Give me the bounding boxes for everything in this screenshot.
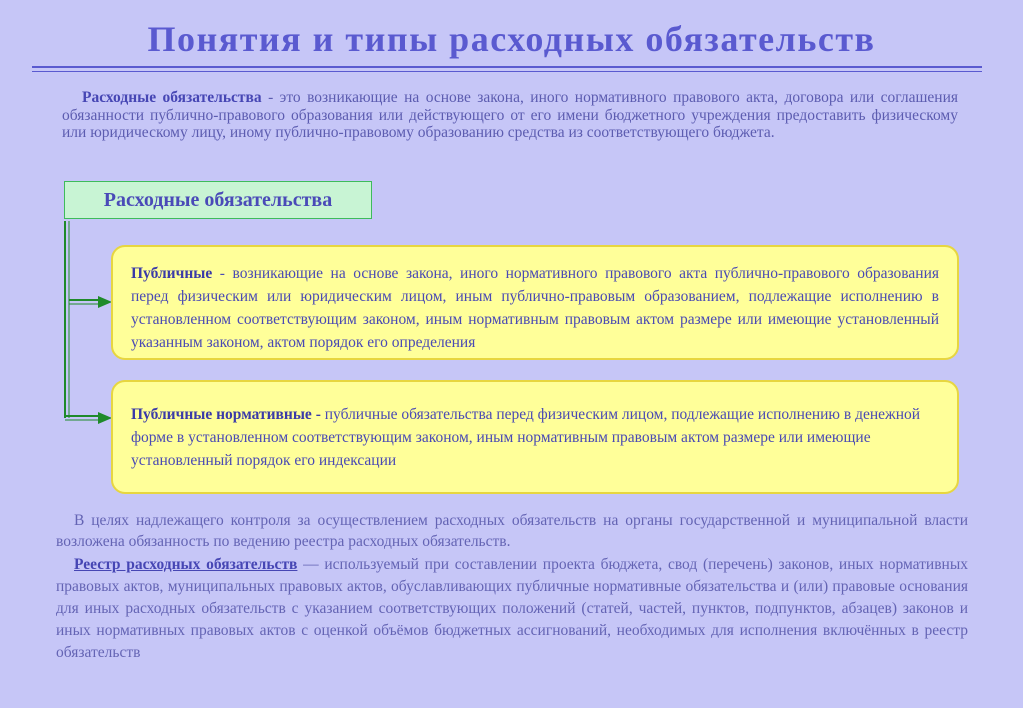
definition-text: - это возникающие на основе закона, иного нормативного правового акта, договора или соглашения обязанности публично-правового образования или действующего от его имени бюджетного учреждения предоставить физическому или юридическому лицу, иному публично-правовому образованию средства из соответствующего бюджета. [62,89,959,141]
public-obligations-card [111,245,959,360]
public-normative-obligations-term: Публичные нормативные - [131,406,321,423]
definition-term: Расходные обязательства [82,89,262,106]
public-obligations-term: Публичные [131,265,213,282]
register-term: Реестр расходных обязательств [74,556,298,573]
arrow-2-head-icon [98,412,112,424]
public-normative-obligations-card [111,380,959,494]
register-text: — используемый при составлении проекта бюджета, свод (перечень) законов, иных нормативных правовых актов, муниципальных правовых актов, обуславливающих публичные нормативные обязательства и (или) правовые основания для иных расходных обязательств с указанием соответствующих положений (статей, частей, пунктов, подпунктов, абзацев) законов и иных нормативных правовых актов с оценкой объёмов бюджетных ассигнований, необходимых для исполнения включённых в реестр обязательств [56,556,968,661]
obligations-header-label: Расходные обязательства [103,188,333,211]
page-title: Понятия и типы расходных обязательств [147,19,876,59]
public-normative-obligations-text: публичные обязательства перед физическим лицом, подлежащие исполнению в денежной форме в установленном соответствующим законом, иным нормативным правовым актом размере или имеющие установленный порядок его индексации [131,406,921,469]
register-paragraph [56,554,968,664]
control-paragraph: В целях надлежащего контроля за осуществлением расходных обязательств на органы государственной и муниципальной власти возложена обязанность по ведению реестра расходных обязательств. [56,512,968,550]
public-obligations-text: - возникающие на основе закона, иного нормативного правового акта публично-правового образования перед физическим или юридическим лицом, иным публично-правовым образованием, подлежащие исполнению в установленном соответствующим законом, иным нормативным правовым актом размере или имеющие установленный указанным законом, актом порядок его определения [131,265,939,351]
arrow-1-head-icon [98,296,112,308]
